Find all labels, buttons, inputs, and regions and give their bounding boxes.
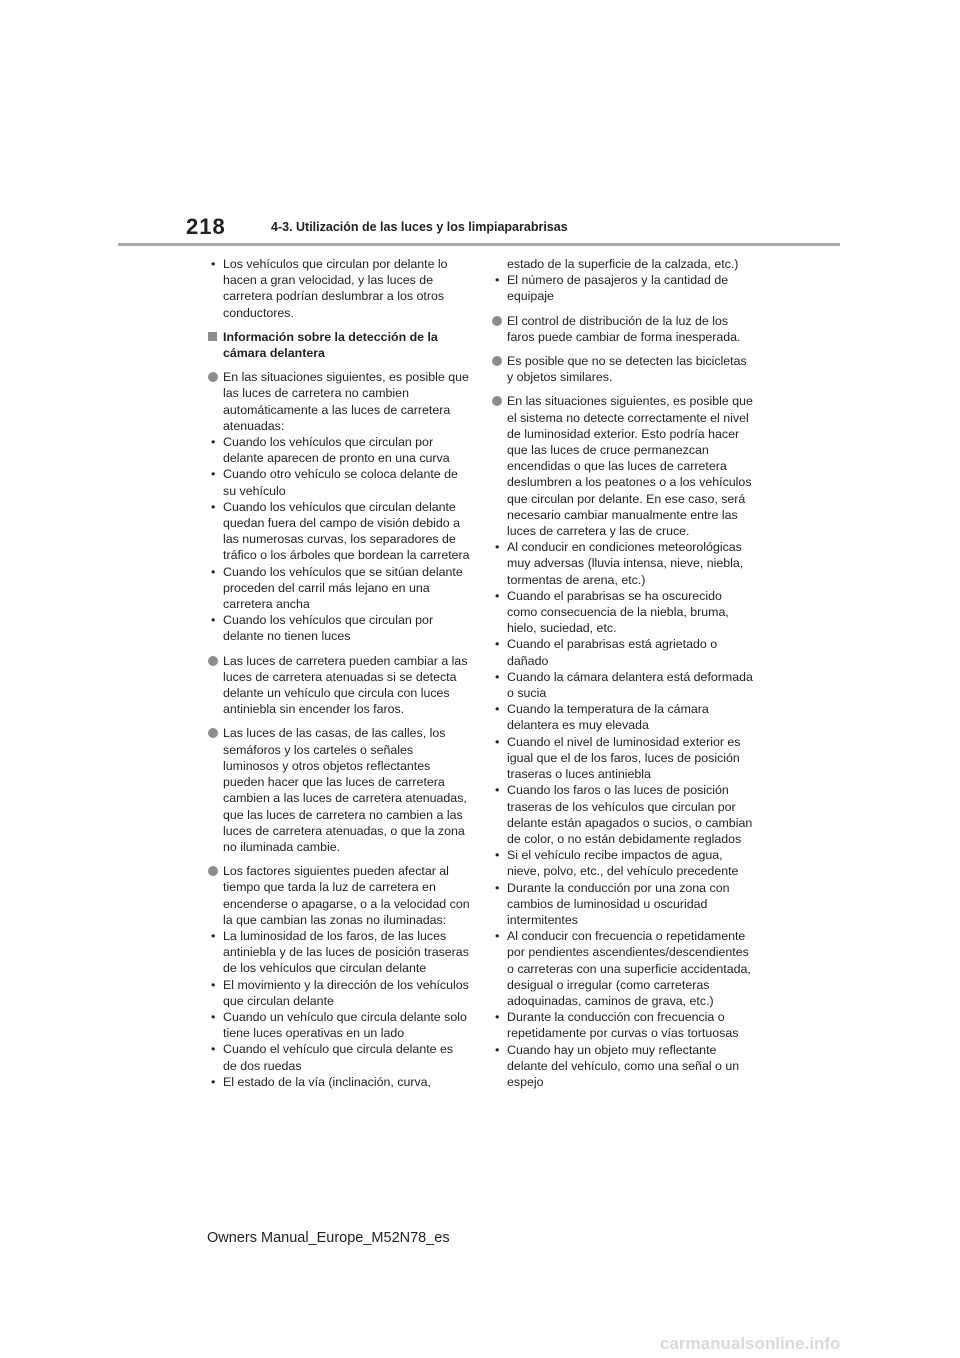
footer-text: Owners Manual_Europe_M52N78_es — [207, 1230, 450, 1246]
circle-bullet-icon — [208, 372, 218, 382]
list-item: • La luminosidad de los faros, de las luces antiniebla y de las luces de posición traseras de los vehículos que circulan delante — [211, 928, 469, 976]
paragraph-6-text: Es posible que no se detecten las bicicletas y objetos similares. — [507, 354, 747, 385]
list-item: • Cuando la temperatura de la cámara delantera es muy elevada — [495, 702, 709, 733]
header-rule — [118, 243, 840, 246]
circle-bullet-icon — [492, 396, 502, 406]
paragraph-1 — [208, 369, 470, 644]
paragraph-6 — [492, 353, 754, 385]
paragraph-4 — [208, 863, 470, 1090]
list-item: • Cuando la cámara delantera está deformada o sucia — [495, 669, 753, 701]
list-item: • Cuando hay un objeto muy reflectante delante del vehículo, como una señal o un espejo — [495, 1042, 740, 1089]
list-item: • Cuando los vehículos que circulan por delante aparecen de pronto en una curva — [211, 435, 450, 466]
paragraph-4-text: Los factores siguientes pueden afectar al tiempo que tarda la luz de carretera en encenderse o apagarse, o a la velocidad con la que cambian las zonas no iluminadas: — [223, 864, 470, 927]
bullet-dot: • — [211, 257, 216, 271]
list-item: • Durante la conducción por una zona con cambios de luminosidad u oscuridad intermitentes — [495, 880, 730, 927]
detection-heading-text: Información sobre la detección de la cámara delantera — [223, 329, 438, 361]
paragraph-2-text: Las luces de carretera pueden cambiar a las luces de carretera atenuadas si se detecta delante un vehículo que circula con luces antiniebla sin encender los faros. — [223, 653, 468, 717]
list-item: • Cuando el vehículo que circula delante es de dos ruedas — [211, 1042, 454, 1073]
list-item: • Cuando los vehículos que se sitúan delante proceden del carril más lejano en una carretera ancha — [211, 564, 463, 612]
watermark: carmanualsonline.info — [660, 1334, 841, 1353]
paragraph-7-text: En las situaciones siguientes, es posible que el sistema no detecte correctamente el nivel de luminosidad exterior. Esto podría hacer que las luces de cruce permanezcan encendidas o que las luces de carretera deslumbren a los peatones o a los vehículos que circulan por delante. En ese caso, será necesario cambiar manualmente entre las luces de carretera y las de cruce. — [507, 394, 753, 539]
continuation — [492, 256, 754, 305]
intro-bullet-text: Los vehículos que circulan por delante lo hacen a gran velocidad, y las luces de carretera podrían deslumbrar a los otros conductores. — [223, 257, 448, 320]
list-item: • Si el vehículo recibe impactos de agua, nieve, polvo, etc., del vehículo precedente — [495, 848, 739, 879]
paragraph-3-text: Las luces de las casas, de las calles, los semáforos y los carteles o señales luminosos y otros objetos reflectantes pueden hacer que las luces de carretera cambien a las luces de carretera atenuadas, que las luces de carretera no cambien a las luces de carretera atenuadas, o que la zona no iluminada cambie. — [223, 726, 467, 854]
list-item: • Al conducir en condiciones meteorológicas muy adversas (lluvia intensa, nieve, niebla, tormentas de arena, etc.) — [495, 540, 744, 587]
circle-bullet-icon — [492, 316, 502, 326]
list-item: • Cuando el parabrisas se ha oscurecido como consecuencia de la niebla, bruma, hielo, suciedad, etc. — [495, 588, 729, 636]
list-item: • El estado de la vía (inclinación, curva, — [211, 1074, 431, 1089]
circle-bullet-icon — [208, 728, 218, 738]
section-title: 4-3. Utilización de las luces y los limpiaparabrisas — [271, 220, 568, 234]
square-bullet-icon — [208, 332, 217, 341]
page-number: 218 — [186, 214, 226, 239]
list-item: • Al conducir con frecuencia o repetidamente por pendientes ascendientes/descendientes o carreteras con una superficie accidentada, desigual o irregular (como carreteras adoquinadas, caminos de grava, etc.) — [495, 929, 751, 1008]
paragraph-5 — [492, 313, 754, 345]
paragraph-7 — [492, 393, 754, 1090]
continuation-text: estado de la superficie de la calzada, etc.) — [507, 257, 739, 271]
list-item: • Cuando los vehículos que circulan por delante no tienen luces — [211, 613, 434, 644]
circle-bullet-icon — [208, 866, 218, 876]
list-item: • Cuando los faros o las luces de posición traseras de los vehículos que circulan por delante están apagados o sucios, o cambian de color, o no están debidamente reglados — [495, 783, 753, 846]
list-item: • El movimiento y la dirección de los vehículos que circulan delante — [211, 977, 469, 1008]
paragraph-5-text: El control de distribución de la luz de los faros puede cambiar de forma inesperada. — [507, 313, 741, 344]
paragraph-2 — [208, 653, 470, 718]
paragraph-1-text: En las situaciones siguientes, es posible que las luces de carretera no cambien automáticamente a las luces de carretera atenuadas: — [223, 370, 469, 433]
list-item: • Durante la conducción con frecuencia o repetidamente por curvas o vías tortuosas — [495, 1010, 739, 1041]
list-item: • Cuando el parabrisas está agrietado o dañado — [495, 637, 718, 668]
list-item: • Cuando otro vehículo se coloca delante de su vehículo — [211, 467, 458, 498]
intro-bullet — [208, 256, 470, 321]
list-item: • Cuando un vehículo que circula delante solo tiene luces operativas en un lado — [211, 1009, 467, 1041]
detection-heading — [208, 329, 470, 361]
list-item: • El número de pasajeros y la cantidad de equipaje — [495, 273, 729, 304]
list-item: • Cuando los vehículos que circulan delante quedan fuera del campo de visión debido a las numerosas curvas, los separadores de tráfico o los árboles que bordean la carretera — [211, 499, 470, 563]
left-column — [208, 256, 470, 1098]
list-item: • Cuando el nivel de luminosidad exterior es igual que el de los faros, luces de posición traseras o luces antiniebla — [495, 734, 741, 782]
circle-bullet-icon — [492, 356, 502, 366]
circle-bullet-icon — [208, 656, 218, 666]
paragraph-3 — [208, 725, 470, 855]
right-column — [492, 256, 754, 1098]
